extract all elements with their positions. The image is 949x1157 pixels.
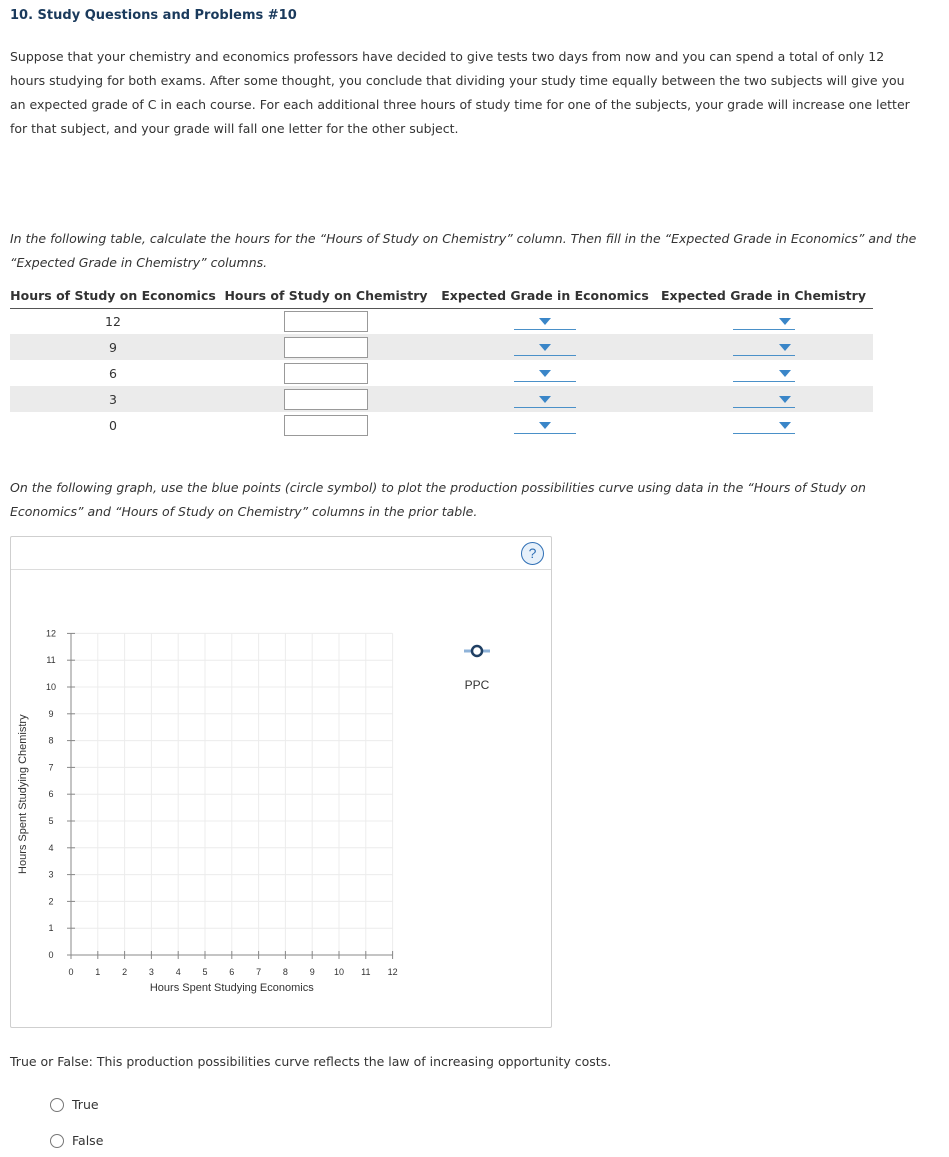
- ppc-chart[interactable]: [11, 571, 551, 1027]
- x-tick-label: 7: [256, 967, 262, 977]
- circle-point-icon[interactable]: [472, 646, 482, 656]
- dropdown-arrow-icon: [539, 344, 551, 351]
- econ-grade-select[interactable]: [514, 312, 576, 330]
- y-tick-label: 3: [48, 869, 54, 880]
- econ-hours-cell: 12: [105, 313, 121, 329]
- grades-table: [10, 286, 873, 438]
- chem-hours-input[interactable]: [284, 337, 368, 358]
- x-tick-label: 12: [387, 967, 398, 977]
- x-tick-label: 9: [309, 967, 315, 977]
- y-tick-label: 7: [48, 762, 54, 773]
- econ-grade-select[interactable]: [514, 390, 576, 408]
- x-tick-label: 10: [333, 967, 345, 977]
- econ-hours-cell: 3: [10, 386, 216, 412]
- chem-grade-select[interactable]: [733, 312, 795, 330]
- x-tick-label: 0: [68, 967, 74, 977]
- x-tick-label: 5: [202, 967, 208, 977]
- y-axis-label: Hours Spent Studying Chemistry: [17, 714, 29, 874]
- table-row: [10, 308, 873, 334]
- dropdown-arrow-icon: [539, 396, 551, 403]
- header-chem-hours: Hours of Study on Chemistry: [216, 286, 436, 308]
- option-label: False: [72, 1133, 104, 1148]
- y-tick-label: 0: [48, 950, 54, 960]
- x-tick-label: 4: [175, 967, 181, 977]
- table-row: [10, 412, 873, 438]
- x-tick-label: 1: [95, 967, 101, 977]
- legend-label: PPC: [464, 678, 490, 692]
- help-icon[interactable]: ?: [521, 542, 544, 565]
- dropdown-arrow-icon: [779, 422, 791, 429]
- table-row: [10, 386, 873, 412]
- header-econ-hours: Hours of Study on Economics: [10, 286, 216, 308]
- graph-toolbar: [11, 537, 551, 570]
- econ-hours-cell: 0: [109, 417, 117, 433]
- graph-panel: [10, 536, 552, 1028]
- econ-hours-cell: 6: [109, 365, 117, 381]
- ppc-legend-tool[interactable]: [464, 646, 490, 692]
- chem-grade-select[interactable]: [733, 338, 795, 356]
- dropdown-arrow-icon: [779, 370, 791, 377]
- chem-grade-select[interactable]: [733, 416, 795, 434]
- x-tick-label: 6: [229, 967, 235, 977]
- y-tick-label: 8: [48, 735, 54, 746]
- y-tick-label: 12: [45, 628, 57, 639]
- chem-hours-input[interactable]: [284, 311, 368, 332]
- x-tick-label: 11: [361, 967, 371, 977]
- dropdown-arrow-icon: [779, 396, 791, 403]
- chem-grade-select[interactable]: [733, 364, 795, 382]
- table-row: [10, 360, 873, 386]
- option-true[interactable]: [50, 1097, 99, 1112]
- x-tick-label: 2: [122, 967, 128, 977]
- page-title: 10. Study Questions and Problems #10: [10, 8, 297, 23]
- dropdown-arrow-icon: [539, 370, 551, 377]
- econ-grade-select[interactable]: [514, 364, 576, 382]
- radio-button[interactable]: [50, 1134, 64, 1148]
- problem-intro: Suppose that your chemistry and economics professors have decided to give tests two days from now and you can spend a total of only 12 hours studying for both exams. After some thought, you conclude that dividing your study time equally between the two subjects will give you an expected grade of C in each course. For each additional three hours of study time for one of the subjects, your grade will increase one letter for that subject, and your grade will fall one letter for the other subject.: [10, 49, 910, 136]
- chem-grade-select[interactable]: [733, 390, 795, 408]
- dropdown-arrow-icon: [539, 422, 551, 429]
- econ-grade-select[interactable]: [514, 338, 576, 356]
- y-tick-label: 1: [48, 923, 54, 934]
- radio-button[interactable]: [50, 1098, 64, 1112]
- econ-grade-select[interactable]: [514, 416, 576, 434]
- option-label: True: [72, 1097, 99, 1112]
- y-tick-label: 2: [48, 896, 54, 907]
- x-tick-label: 8: [282, 967, 288, 977]
- table-header-row: [10, 286, 873, 308]
- econ-hours-cell: 9: [10, 334, 216, 360]
- y-tick-label: 10: [45, 682, 57, 692]
- table-instructions: In the following table, calculate the hours for the “Hours of Study on Chemistry” column. Then fill in the “Expected Grade in Economics” and the “Expected Grade in Chemistry” columns.: [10, 231, 917, 270]
- dropdown-arrow-icon: [539, 318, 551, 325]
- graph-instructions: On the following graph, use the blue points (circle symbol) to plot the production possibilities curve using data in the “Hours of Study on Economics” and “Hours of Study on Chemistry” columns in the prior table.: [10, 480, 866, 519]
- dropdown-arrow-icon: [779, 318, 791, 325]
- y-tick-label: 5: [48, 816, 54, 826]
- question-text: True or False: This production possibilities curve reflects the law of increasing opportunity costs.: [10, 1054, 612, 1069]
- option-false[interactable]: [50, 1133, 103, 1148]
- chem-hours-input[interactable]: [284, 389, 368, 410]
- table-row: [10, 334, 873, 360]
- header-econ-grade: Expected Grade in Economics: [436, 286, 654, 308]
- y-tick-label: 9: [48, 708, 54, 719]
- x-tick-label: 3: [148, 967, 154, 977]
- y-tick-label: 11: [46, 655, 56, 666]
- y-tick-label: 6: [48, 789, 54, 800]
- dropdown-arrow-icon: [779, 344, 791, 351]
- chem-hours-input[interactable]: [284, 363, 368, 384]
- y-tick-label: 4: [48, 842, 54, 853]
- header-chem-grade: Expected Grade in Chemistry: [654, 286, 873, 308]
- chem-hours-input[interactable]: [284, 415, 368, 436]
- x-axis-label: Hours Spent Studying Economics: [149, 982, 314, 994]
